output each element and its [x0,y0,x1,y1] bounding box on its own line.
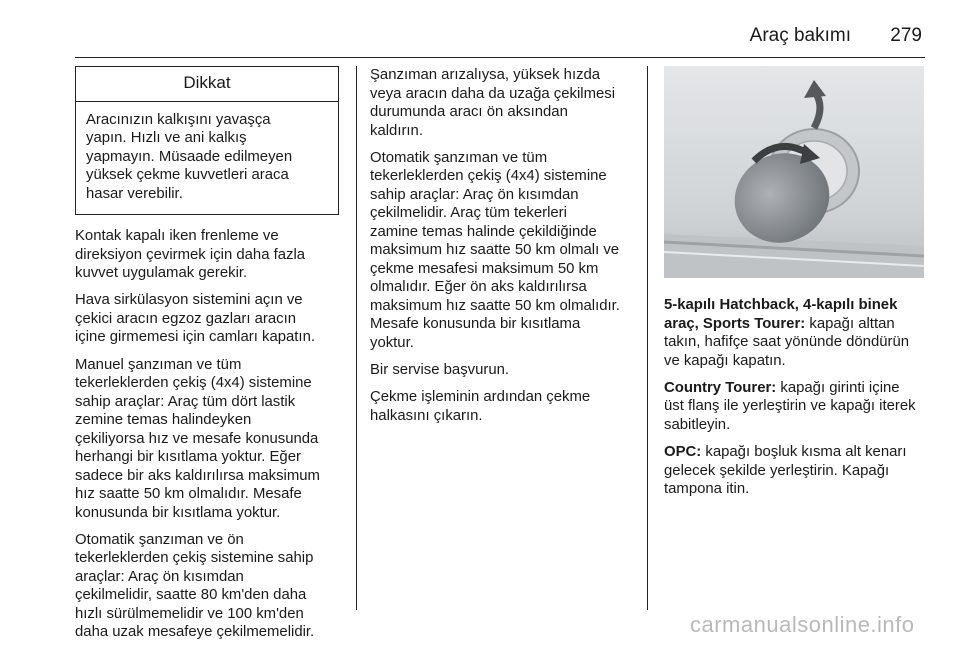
paragraph: Otomatik şanzıman ve tüm tekerleklerden çekiş (4x4) sistemine sahip araçlar: Araç ön kısımdan çekilmelidir. Araç tüm tekerleri zamine temas halinde çekildiğinde maksimum hız saatte 50 km olmalı ve çekme mesafesi maksimum 50 km olmalıdır. Eğer ön aks kaldırılırsa maksimum hız saatte 50 km olmalıdır. Mesafe konusunda bir kısıtlama yoktur. [370,149,620,351]
caution-box [75,66,339,215]
watermark: carmanualsonline.info [690,612,915,637]
instruction-text: kapağı girinti içine üst flanş ile yerleştirin ve kapağı iterek sabitleyin. [664,379,916,433]
page-header [750,25,922,47]
column-3 [664,66,929,507]
paragraph: Bir servise başvurun. [370,362,510,379]
model-label: OPC: [664,444,702,461]
paragraph: Manuel şanzıman ve tüm tekerleklerden çekiş (4x4) sistemine sahip araçlar: Araç tüm dört lastik zemine temas halindeyken çekiliyorsa hız ve mesafe konusunda herhangi bir kısıtlama yoktur. Eğer sadece bir aks kaldırılırsa maksimum hız saatte 50 km olmalıdır. Mesafe konusunda bir kısıtlama yoktur. [75,356,320,521]
header-divider [75,57,925,58]
instruction-text: kapağı boşluk kısma alt kenarı gelecek şekilde yerleştirin. Kapağı tampona itin. [664,444,907,498]
column-divider-1 [356,66,357,610]
paragraph: Hava sirkülasyon sistemini açın ve çekici aracın egzoz gazları aracın içine girmemesi için camları kapatın. [75,292,315,346]
instruction-hatchback [664,296,929,370]
caution-text: Aracınızın kalkışını yavaşça yapın. Hızlı ve ani kalkış yapmayın. Müsaade edilmeyen yüksek çekme kuvvetleri araca hasar verebilir. [86,111,293,202]
instruction-text: kapağı alttan takın, hafifçe saat yönünde döndürün ve kapağı kapatın. [664,315,910,369]
column-divider-2 [647,66,648,610]
model-label: Country Tourer: [664,379,777,396]
bumper-cover-photo [664,66,924,278]
tow-eye-cover-illustration [664,66,924,278]
column-1 [75,66,345,651]
column-2 [370,66,640,434]
instruction-opc [664,443,929,499]
caution-title: Dikkat [76,67,338,102]
paragraph: Çekme işleminin ardından çekme halkasını çıkarın. [370,389,591,424]
model-label: 5-kapılı Hatchback, 4-kapılı binek araç, Sports Tourer: [664,297,898,332]
instruction-country-tourer [664,379,929,435]
paragraph: Kontak kapalı iken frenleme ve direksiyon çevirmek için daha fazla kuvvet uygulamak gerekir. [75,228,306,281]
page-number: 279 [890,25,922,46]
section-title: Araç bakımı [749,25,852,46]
paragraph: Otomatik şanzıman ve ön tekerleklerden çekiş sistemine sahip araçlar: Araç ön kısımdan çekilmelidir, saatte 80 km'den daha hızlı sürülmemelidir ve 100 km'den daha uzak mesafeye çekilmemelidir. [75,531,315,641]
paragraph: Şanzıman arızalıysa, yüksek hızda veya aracın daha da uzağa çekilmesi durumunda aracı ön aksından kaldırın. [370,67,616,139]
